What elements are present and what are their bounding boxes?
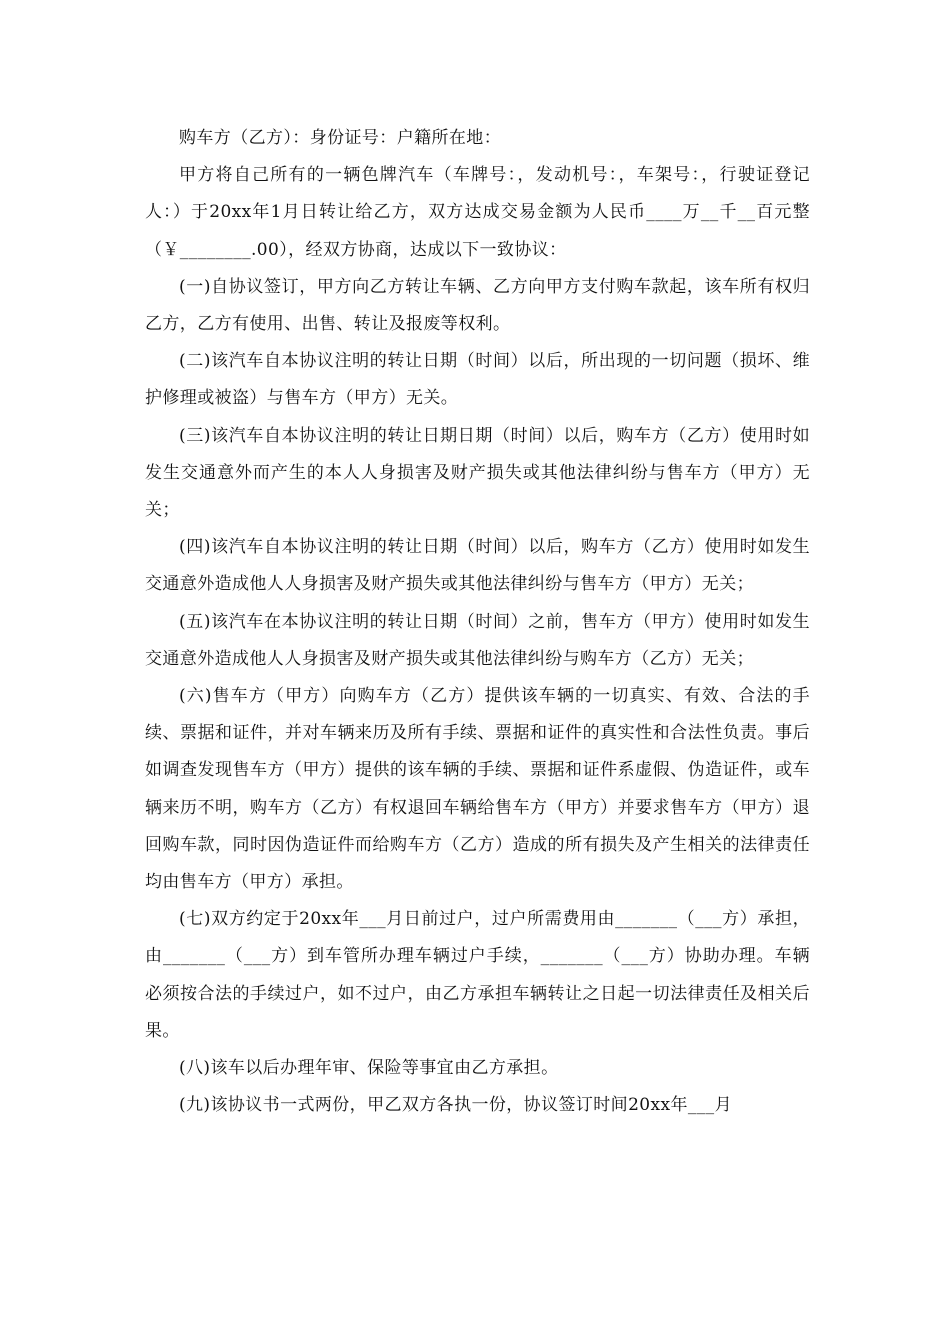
clause-9: (九)该协议书一式两份，甲乙双方各执一份，协议签订时间20xx年___月: [179, 1095, 732, 1116]
clause-8: (八)该车以后办理年审、保险等事宜由乙方承担。: [179, 1058, 559, 1079]
buyer-info-line: 购车方（乙方）：身份证号：户籍所在地：: [179, 128, 502, 148]
clause-4: (四)该汽车自本协议注明的转让日期（时间）以后，购车方（乙方）使用时如发生交通意外造成他人人身损害及财产损失或其他法律纠纷与售车方（甲方）无关；: [145, 537, 810, 595]
agreement-intro: 甲方将自己所有的一辆色牌汽车（车牌号：，发动机号：，车架号：，行驶证登记人：）于20xx年1月日转让给乙方，双方达成交易金额为人民币____万__千__百元整（￥________.00），经双方协商，达成以下一致协议：: [145, 165, 810, 260]
clause-1: (一)自协议签订，甲方向乙方转让车辆、乙方向甲方支付购车款起，该车所有权归乙方，乙方有使用、出售、转让及报废等权利。: [145, 276, 810, 335]
clause-6: (六)售车方（甲方）向购车方（乙方）提供该车辆的一切真实、有效、合法的手续、票据和证件，并对车辆来历及所有手续、票据和证件的真实性和合法性负责。事后如调查发现售车方（甲方）提供的该车辆的手续、票据和证件系虚假、伪造证件，或车辆来历不明，购车方（乙方）有权退回车辆给售车方（甲方）并要求售车方（甲方）退回购车款，同时因伪造证件而给购车方（乙方）造成的所有损失及产生相关的法律责任均由售车方（甲方）承担。: [145, 686, 810, 893]
clause-7: (七)双方约定于20xx年___月日前过户，过户所需费用由_______（___方）承担，由_______（___方）到车管所办理车辆过户手续，_______（___方）协助办理。车辆必须按合法的手续过户，如不过户，由乙方承担车辆转让之日起一切法律责任及相关后果。: [145, 909, 810, 1041]
clause-3: (三)该汽车自本协议注明的转让日期日期（时间）以后，购车方（乙方）使用时如发生交通意外而产生的本人人身损害及财产损失或其他法律纠纷与售车方（甲方）无关；: [145, 425, 810, 521]
agreement-body: [145, 120, 810, 1124]
clause-5: (五)该汽车在本协议注明的转让日期（时间）之前，售车方（甲方）使用时如发生交通意外造成他人人身损害及财产损失或其他法律纠纷与购车方（乙方）无关；: [145, 611, 810, 669]
clause-2: (二)该汽车自本协议注明的转让日期（时间）以后，所出现的一切问题（损坏、维护修理或被盗）与售车方（甲方）无关。: [145, 351, 810, 409]
